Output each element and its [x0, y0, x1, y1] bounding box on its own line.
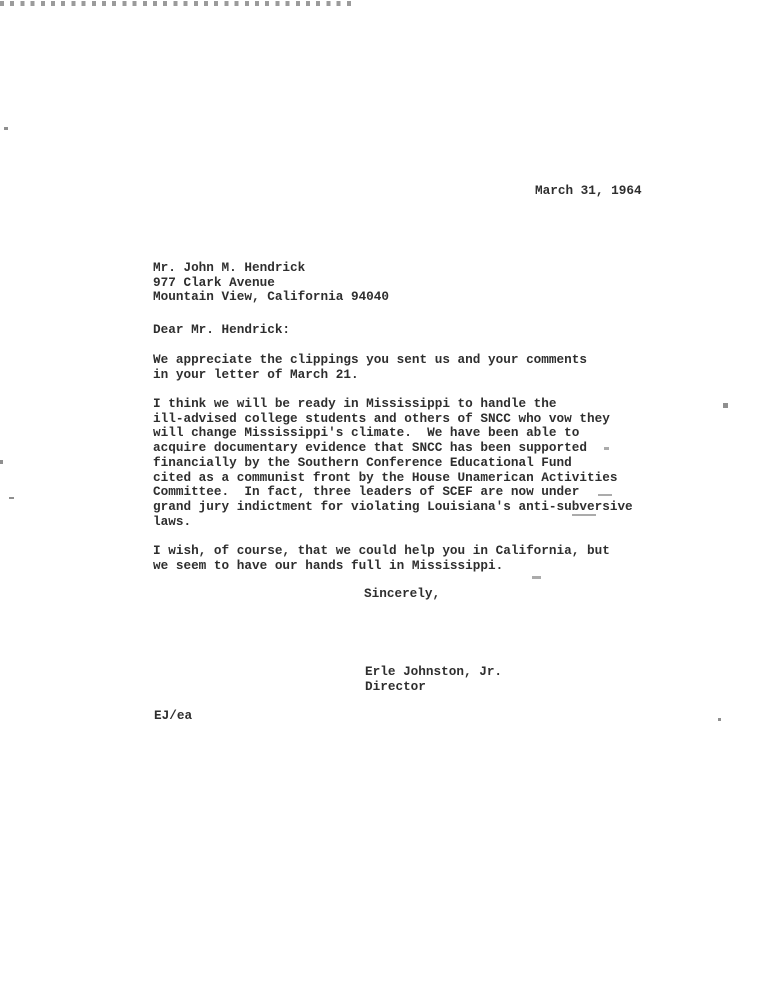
- typist-initials: EJ/ea: [154, 708, 193, 723]
- body-line: cited as a communist front by the House Unamerican Activities: [153, 469, 618, 485]
- paragraph-2: [153, 397, 633, 529]
- closing: Sincerely,: [364, 586, 441, 601]
- body-line: We appreciate the clippings you sent us and your comments: [153, 352, 587, 367]
- scan-speck: [9, 497, 14, 499]
- body-line: Committee. In fact, three leaders of SCEF are now under: [153, 484, 580, 500]
- body-line: ill-advised college students and others of SNCC who vow they: [153, 410, 610, 426]
- scan-speck: [718, 718, 721, 721]
- scan-speck: [0, 460, 3, 464]
- body-line: in your letter of March 21.: [153, 366, 359, 382]
- scan-artifact-dotted-line: [0, 1, 356, 6]
- paragraph-1: [153, 353, 587, 382]
- address-line: Mr. John M. Hendrick: [153, 260, 306, 275]
- body-line: will change Mississippi's climate. We have been able to: [153, 425, 580, 441]
- date-line: March 31, 1964: [535, 183, 642, 198]
- body-line: I wish, of course, that we could help you in California, but: [153, 543, 610, 558]
- paragraph-3: [153, 544, 610, 573]
- body-line: acquire documentary evidence that SNCC has been supported: [153, 440, 587, 456]
- body-line: we seem to have our hands full in Mississippi.: [153, 557, 504, 573]
- address-line: 977 Clark Avenue: [153, 274, 275, 290]
- body-line: grand jury indictment for violating Louisiana's anti-subversive: [153, 498, 633, 514]
- signature-name: Erle Johnston, Jr.: [365, 664, 503, 679]
- scan-speck: [4, 127, 8, 130]
- body-line: financially by the Southern Conference Educational Fund: [153, 454, 572, 470]
- body-line: laws.: [153, 513, 192, 529]
- address-line: Mountain View, California 94040: [153, 289, 390, 305]
- body-line: I think we will be ready in Mississippi to handle the: [153, 396, 557, 411]
- salutation: Dear Mr. Hendrick:: [153, 322, 291, 337]
- signature-title: Director: [365, 678, 426, 694]
- recipient-address: [153, 261, 389, 305]
- scan-speck: [532, 576, 541, 579]
- signature-block: [365, 665, 502, 694]
- scan-speck: [723, 403, 728, 408]
